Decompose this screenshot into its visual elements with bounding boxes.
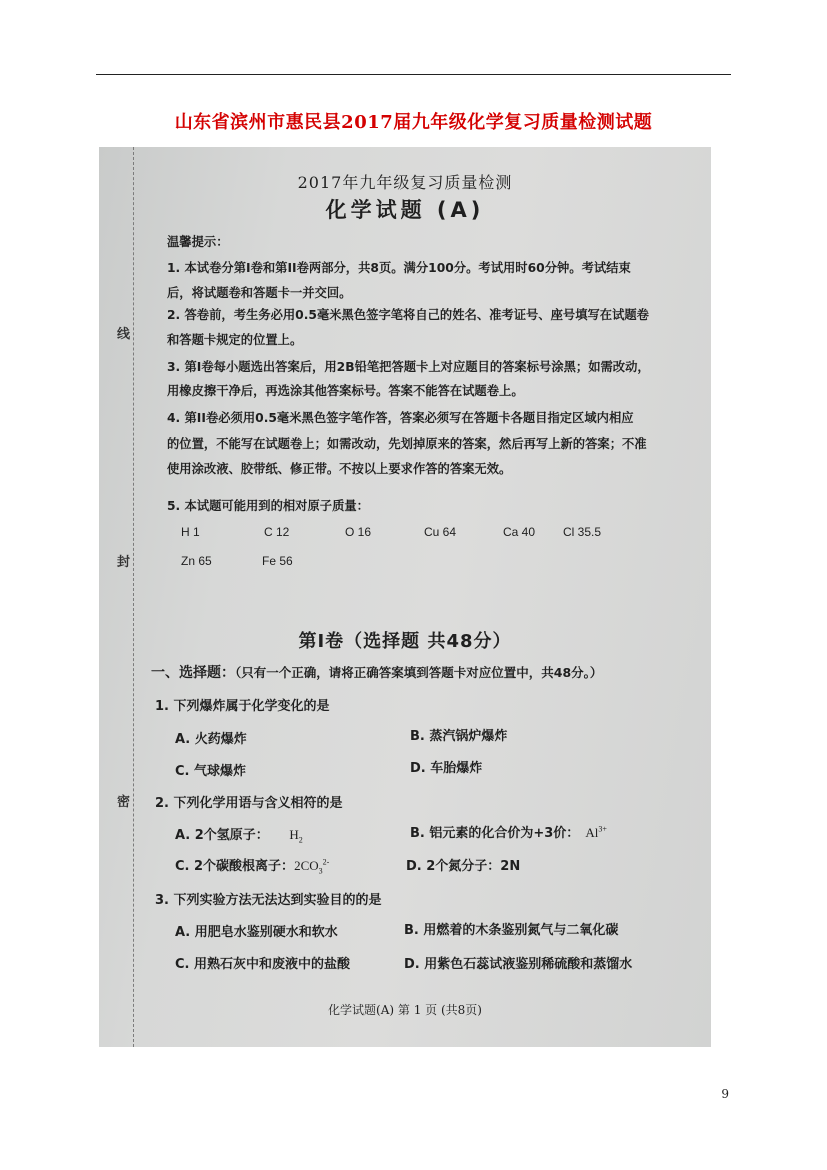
binding-dashed-line bbox=[133, 147, 134, 1047]
q2-option-c-label: C. 2个碳酸根离子： bbox=[175, 859, 295, 874]
q2-formula-b: $Al^{3+}$ bbox=[585, 824, 607, 840]
q2-option-a bbox=[175, 824, 303, 845]
tip-line: 5. 本试题可能用到的相对原子质量： bbox=[167, 499, 369, 513]
question-1-stem: 1. 下列爆炸属于化学变化的是 bbox=[155, 699, 330, 714]
atomic-mass-h: H 1 bbox=[181, 525, 200, 539]
question-2-stem: 2. 下列化学用语与含义相符的是 bbox=[155, 796, 343, 811]
scanned-exam-page bbox=[99, 147, 711, 1047]
margin-label-secret: 密 bbox=[117, 795, 131, 810]
q2-option-c bbox=[175, 855, 329, 876]
q2-formula-a: $H_2$ bbox=[289, 827, 303, 845]
atomic-mass-cu: Cu 64 bbox=[424, 525, 457, 539]
tip-line: 2. 答卷前，考生务必用0.5毫米黑色签字笔将自己的姓名、准考证号、座号填写在试题卷 bbox=[167, 308, 649, 322]
q2-formula-c: $2CO_3^{2-}$ bbox=[294, 857, 330, 876]
tip-line: 的位置，不能写在试题卷上；如需改动，先划掉原来的答案，然后再写上新的答案；不准 bbox=[167, 437, 647, 451]
q2-option-b bbox=[410, 822, 607, 841]
q3-option-b: B. 用燃着的木条鉴别氮气与二氧化碳 bbox=[404, 923, 619, 938]
tip-line: 3. 第I卷每小题选出答案后，用2B铅笔把答题卡上对应题目的答案标号涂黑；如需改动， bbox=[167, 360, 650, 374]
exam-footer: 化学试题(A) 第 1 页 (共8页) bbox=[328, 1003, 482, 1017]
atomic-mass-c: C 12 bbox=[264, 525, 290, 539]
atomic-mass-zn: Zn 65 bbox=[181, 554, 212, 568]
page-number: 9 bbox=[721, 1087, 729, 1101]
atomic-mass-o: O 16 bbox=[345, 525, 372, 539]
part-heading bbox=[151, 662, 602, 682]
part-instruction: （只有一个正确，请将正确答案填到答题卡对应位置中，共48分。） bbox=[235, 665, 603, 680]
atomic-mass-ca: Ca 40 bbox=[503, 525, 536, 539]
part-heading-label: 一、选择题： bbox=[151, 665, 235, 681]
tip-line: 1. 本试卷分第I卷和第II卷两部分，共8页。满分100分。考试用时60分钟。考试结束 bbox=[167, 261, 631, 275]
q2-option-d: D. 2个氮分子：2N bbox=[406, 859, 521, 874]
q1-option-b: B. 蒸汽锅炉爆炸 bbox=[410, 729, 508, 744]
margin-label-line: 线 bbox=[117, 327, 131, 342]
document-title: 山东省滨州市惠民县2017届九年级化学复习质量检测试题 bbox=[174, 112, 653, 133]
tip-line: 和答题卡规定的位置上。 bbox=[167, 333, 303, 347]
margin-label-seal: 封 bbox=[117, 555, 131, 570]
tip-line: 使用涂改液、胶带纸、修正带。不按以上要求作答的答案无效。 bbox=[167, 462, 512, 476]
atomic-mass-cl: Cl 35.5 bbox=[563, 525, 602, 539]
q2-option-b-label: B. 铝元素的化合价为+3价： bbox=[410, 826, 580, 841]
tips-heading: 温馨提示： bbox=[167, 235, 229, 249]
q3-option-d: D. 用紫色石蕊试液鉴别稀硫酸和蒸馏水 bbox=[404, 957, 633, 972]
q1-option-a: A. 火药爆炸 bbox=[175, 732, 247, 747]
top-rule bbox=[96, 74, 731, 75]
q2-option-a-label: A. 2个氢原子： bbox=[175, 828, 269, 843]
q1-option-d: D. 车胎爆炸 bbox=[410, 761, 483, 776]
section-title: 第I卷（选择题 共48分） bbox=[298, 631, 512, 652]
exam-header: 2017年九年级复习质量检测 bbox=[297, 173, 513, 192]
exam-title: 化学试题 (A) bbox=[325, 198, 485, 222]
q1-option-c: C. 气球爆炸 bbox=[175, 764, 247, 779]
atomic-mass-fe: Fe 56 bbox=[262, 554, 293, 568]
tip-line: 用橡皮擦干净后，再选涂其他答案标号。答案不能答在试题卷上。 bbox=[167, 384, 524, 398]
tip-line: 4. 第II卷必须用0.5毫米黑色签字笔作答，答案必须写在答题卡各题目指定区域内相应 bbox=[167, 411, 634, 425]
question-3-stem: 3. 下列实验方法无法达到实验目的的是 bbox=[155, 893, 382, 908]
q3-option-c: C. 用熟石灰中和废液中的盐酸 bbox=[175, 957, 351, 972]
tip-line: 后，将试题卷和答题卡一并交回。 bbox=[167, 286, 352, 300]
q3-option-a: A. 用肥皂水鉴别硬水和软水 bbox=[175, 925, 338, 940]
